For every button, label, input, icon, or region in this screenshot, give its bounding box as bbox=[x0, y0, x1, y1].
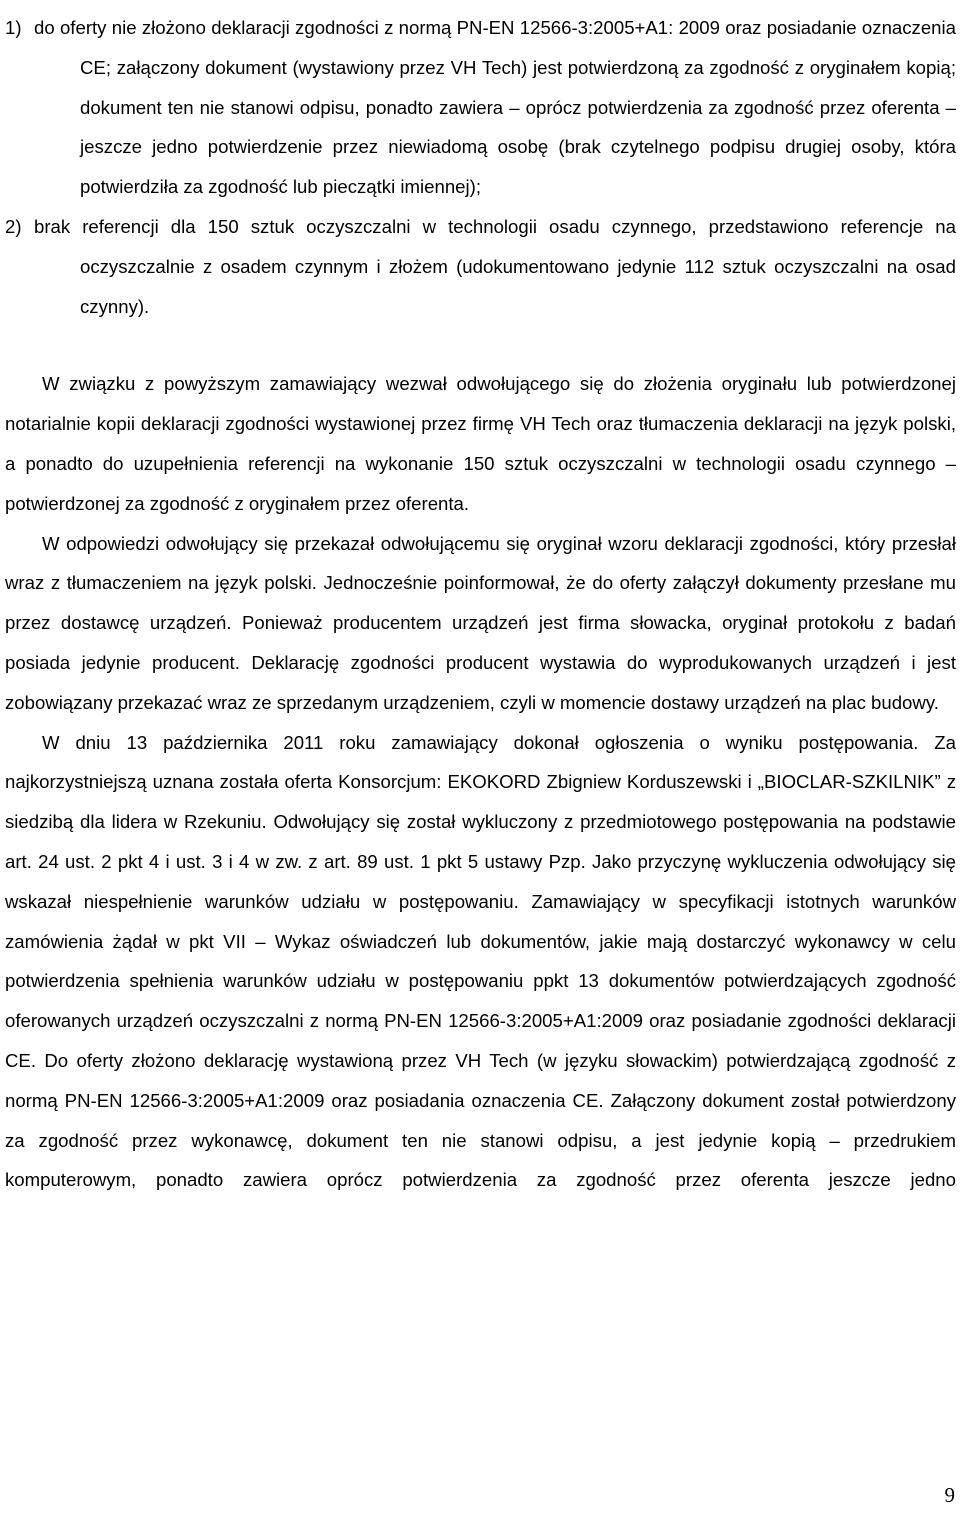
paragraph: W odpowiedzi odwołujący się przekazał odwołującemu się oryginał wzoru deklaracji zgodności, który przesłał wraz z tłumaczeniem na język polski. Jednocześnie poinformował, że do oferty załączył dokumenty przesłane mu przez dostawcę urządzeń. Ponieważ producentem urządzeń jest firma słowacka, oryginał protokołu z badań posiada jedynie producent. Deklarację zgodności producent wystawia do wyprodukowanych urządzeń i jest zobowiązany przekazać wraz ze sprzedanym urządzeniem, czyli w momencie dostawy urządzeń na plac budowy. bbox=[5, 532, 956, 713]
paragraph: W związku z powyższym zamawiający wezwał odwołującego się do złożenia oryginału lub potwierdzonej notarialnie kopii deklaracji zgodności wystawionej przez firmę VH Tech oraz tłumaczenia deklaracji na język polski, a ponadto do uzupełnienia referencji na wykonanie 150 sztuk oczyszczalni w technologii osadu czynnego – potwierdzonej za zgodność z oryginałem przez oferenta. bbox=[5, 373, 956, 514]
list-item bbox=[5, 8, 956, 207]
page-number: 9 bbox=[944, 1483, 955, 1507]
list-item bbox=[5, 207, 956, 326]
document-page bbox=[5, 8, 956, 1200]
list-marker: 1) bbox=[5, 17, 22, 38]
paragraph: W dniu 13 października 2011 roku zamawiający dokonał ogłoszenia o wyniku postępowania. Za najkorzystniejszą uznana została oferta Konsorcjum: EKOKORD Zbigniew Korduszewski i „BIOCLAR-SZKILNIK” z siedzibą dla lidera w Rzekuniu. Odwołujący się został wykluczony z przedmiotowego postępowania na podstawie art. 24 ust. 2 pkt 4 i ust. 3 i 4 w zw. z art. 89 ust. 1 pkt 5 ustawy Pzp. Jako przyczynę wykluczenia odwołujący się wskazał niespełnienie warunków udziału w postępowaniu. Zamawiający w specyfikacji istotnych warunków zamówienia żądał w pkt VII – Wykaz oświadczeń lub dokumentów, jakie mają dostarczyć wykonawcy w celu potwierdzenia spełnienia warunków udziału w postępowaniu ppkt 13 dokumentów potwierdzających zgodność oferowanych urządzeń oczyszczalni z normą PN-EN 12566-3:2005+A1:2009 oraz posiadanie zgodności deklaracji CE. Do oferty złożono deklarację wystawioną przez VH Tech (w języku słowackim) potwierdzającą zgodność z normą PN-EN 12566-3:2005+A1:2009 oraz posiadania oznaczenia CE. Załączony dokument został potwierdzony za zgodność przez wykonawcę, dokument ten nie stanowi odpisu, a jest jedynie kopią – przedrukiem komputerowym, ponadto zawiera oprócz potwierdzenia za zgodność przez oferenta jeszcze jedno bbox=[5, 731, 956, 1191]
list-item-text: do oferty nie złożono deklaracji zgodności z normą PN-EN 12566-3:2005+A1: 2009 oraz posiadanie oznaczenia CE; załączony dokument (wystawiony przez VH Tech) jest potwierdzoną za zgodność z oryginałem kopią; dokument ten nie stanowi odpisu, ponadto zawiera – oprócz potwierdzenia za zgodność przez oferenta – jeszcze jedno potwierdzenie przez niewiadomą osobę (brak czytelnego podpisu drugiej osoby, która potwierdziła za zgodność lub pieczątki imiennej); bbox=[34, 17, 956, 198]
section-gap bbox=[5, 326, 956, 364]
list-item-text: brak referencji dla 150 sztuk oczyszczalni w technologii osadu czynnego, przedstawiono referencje na oczyszczalnie z osadem czynnym i złożem (udokumentowano jedynie 112 sztuk oczyszczalni na osad czynny). bbox=[34, 215, 956, 317]
list-marker: 2) bbox=[5, 215, 22, 237]
